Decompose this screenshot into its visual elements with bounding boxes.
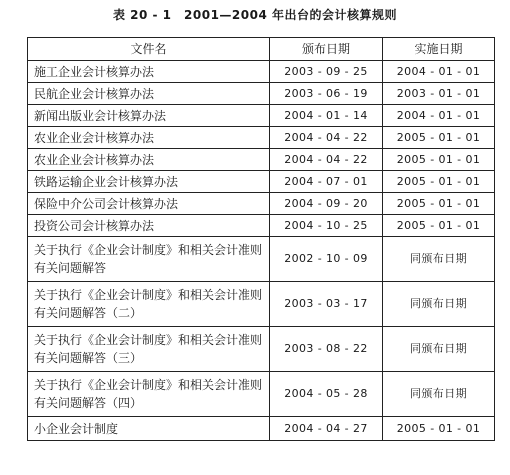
file-name-cell: 农业企业会计核算办法 bbox=[28, 127, 270, 149]
table-row bbox=[28, 327, 495, 372]
file-name-line: 关于执行《企业会计制度》和相关会计准则 bbox=[34, 288, 263, 302]
issued-date-cell: 2004 - 04 - 27 bbox=[270, 417, 383, 441]
table-row bbox=[28, 282, 495, 327]
effective-date-cell: 同颁布日期 bbox=[383, 372, 495, 417]
table-row bbox=[28, 215, 495, 237]
file-name-line: 有关问题解答 bbox=[34, 261, 107, 275]
table-row bbox=[28, 417, 495, 441]
file-name-cell bbox=[28, 372, 270, 417]
effective-date-cell: 2005 - 01 - 01 bbox=[383, 417, 495, 441]
table-row bbox=[28, 61, 495, 83]
file-name-line: 关于执行《企业会计制度》和相关会计准则 bbox=[34, 378, 263, 392]
effective-date-cell: 2005 - 01 - 01 bbox=[383, 215, 495, 237]
issued-date-cell: 2004 - 04 - 22 bbox=[270, 127, 383, 149]
file-name-cell: 小企业会计制度 bbox=[28, 417, 270, 441]
issued-date-cell: 2004 - 05 - 28 bbox=[270, 372, 383, 417]
table-row bbox=[28, 127, 495, 149]
table-row bbox=[28, 171, 495, 193]
file-name-line: 关于执行《企业会计制度》和相关会计准则 bbox=[34, 333, 263, 347]
issued-date-cell: 2004 - 10 - 25 bbox=[270, 215, 383, 237]
file-name-cell: 施工企业会计核算办法 bbox=[28, 61, 270, 83]
file-name-cell: 民航企业会计核算办法 bbox=[28, 83, 270, 105]
file-name-line: 有关问题解答（三） bbox=[34, 351, 143, 365]
file-name-cell bbox=[28, 237, 270, 282]
file-name-cell: 保险中介公司会计核算办法 bbox=[28, 193, 270, 215]
column-header-name: 文件名 bbox=[28, 38, 270, 61]
table-row bbox=[28, 193, 495, 215]
issued-date-cell: 2003 - 06 - 19 bbox=[270, 83, 383, 105]
issued-date-cell: 2003 - 08 - 22 bbox=[270, 327, 383, 372]
effective-date-cell: 2004 - 01 - 01 bbox=[383, 61, 495, 83]
file-name-cell: 铁路运输企业会计核算办法 bbox=[28, 171, 270, 193]
column-header-issued: 颁布日期 bbox=[270, 38, 383, 61]
effective-date-cell: 2005 - 01 - 01 bbox=[383, 127, 495, 149]
issued-date-cell: 2004 - 09 - 20 bbox=[270, 193, 383, 215]
effective-date-cell: 2005 - 01 - 01 bbox=[383, 193, 495, 215]
table-row bbox=[28, 372, 495, 417]
effective-date-cell: 2003 - 01 - 01 bbox=[383, 83, 495, 105]
file-name-cell: 投资公司会计核算办法 bbox=[28, 215, 270, 237]
effective-date-cell: 2005 - 01 - 01 bbox=[383, 149, 495, 171]
issued-date-cell: 2002 - 10 - 09 bbox=[270, 237, 383, 282]
effective-date-cell: 同颁布日期 bbox=[383, 327, 495, 372]
issued-date-cell: 2004 - 04 - 22 bbox=[270, 149, 383, 171]
effective-date-cell: 同颁布日期 bbox=[383, 237, 495, 282]
file-name-line: 关于执行《企业会计制度》和相关会计准则 bbox=[34, 243, 263, 257]
header-row bbox=[28, 38, 495, 61]
file-name-line: 有关问题解答（二） bbox=[34, 306, 143, 320]
effective-date-cell: 2004 - 01 - 01 bbox=[383, 105, 495, 127]
table-row bbox=[28, 105, 495, 127]
rules-table bbox=[27, 37, 495, 441]
table-row bbox=[28, 83, 495, 105]
file-name-cell bbox=[28, 282, 270, 327]
file-name-line: 有关问题解答（四） bbox=[34, 396, 143, 410]
issued-date-cell: 2004 - 07 - 01 bbox=[270, 171, 383, 193]
effective-date-cell: 2005 - 01 - 01 bbox=[383, 171, 495, 193]
table-row bbox=[28, 149, 495, 171]
file-name-cell: 农业企业会计核算办法 bbox=[28, 149, 270, 171]
issued-date-cell: 2003 - 09 - 25 bbox=[270, 61, 383, 83]
issued-date-cell: 2003 - 03 - 17 bbox=[270, 282, 383, 327]
file-name-cell bbox=[28, 327, 270, 372]
effective-date-cell: 同颁布日期 bbox=[383, 282, 495, 327]
file-name-cell: 新闻出版业会计核算办法 bbox=[28, 105, 270, 127]
table-row bbox=[28, 237, 495, 282]
column-header-effective: 实施日期 bbox=[383, 38, 495, 61]
table-caption: 表 20 - 1 2001—2004 年出台的会计核算规则 bbox=[112, 8, 398, 22]
issued-date-cell: 2004 - 01 - 14 bbox=[270, 105, 383, 127]
